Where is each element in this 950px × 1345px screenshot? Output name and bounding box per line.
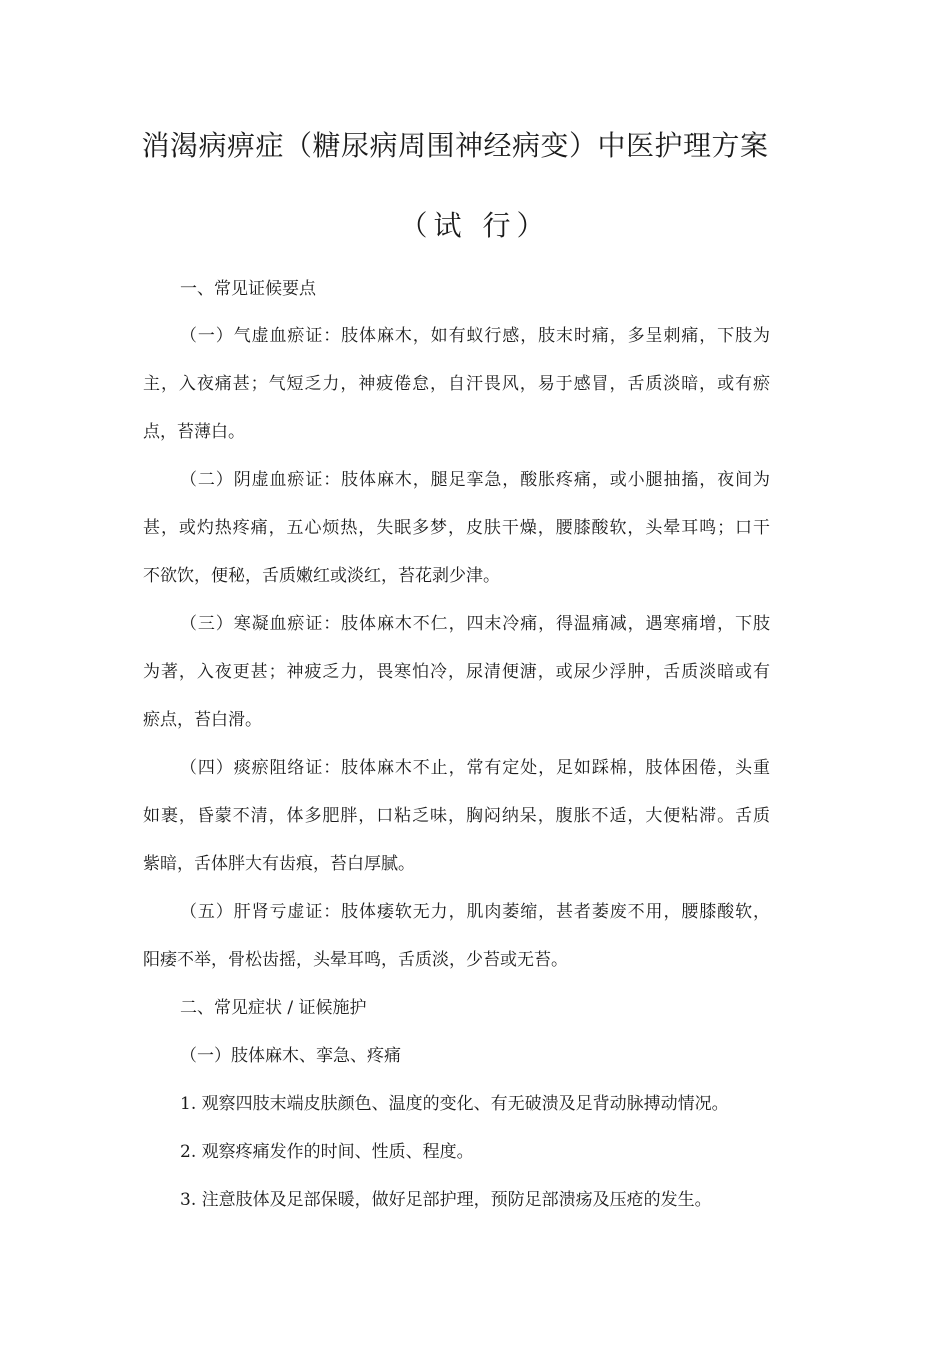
paragraph-line: 甚，或灼热疼痛，五心烦热，失眠多梦，皮肤干燥，腰膝酸软，头晕耳鸣；口干 (143, 518, 770, 538)
paragraph-line: （四）痰瘀阻络证：肢体麻木不止，常有定处，足如踩棉，肢体困倦，头重 (180, 758, 770, 778)
paragraph-line: （一）气虚血瘀证：肢体麻木，如有蚁行感，肢末时痛，多呈刺痛，下肢为 (180, 326, 770, 346)
list-item: 2. 观察疼痛发作的时间、性质、程度。 (180, 1142, 474, 1162)
document-subtitle: （试 行） (399, 209, 551, 242)
subsection-heading: （一）肢体麻木、挛急、疼痛 (180, 1046, 401, 1066)
paragraph-line: （三）寒凝血瘀证：肢体麻木不仁，四末冷痛，得温痛减，遇寒痛增，下肢 (180, 614, 770, 634)
paragraph-line: 点，苔薄白。 (143, 422, 245, 442)
section-heading-1: 一、常见证候要点 (180, 279, 316, 299)
list-item: 3. 注意肢体及足部保暖，做好足部护理，预防足部溃疡及压疮的发生。 (180, 1190, 712, 1210)
paragraph-line: 紫暗，舌体胖大有齿痕，苔白厚腻。 (143, 854, 415, 874)
paragraph-line: 不欲饮，便秘，舌质嫩红或淡红，苔花剥少津。 (143, 566, 500, 586)
section-heading-2: 二、常见症状 / 证候施护 (180, 998, 367, 1018)
paragraph-line: 如裹，昏蒙不清，体多肥胖，口粘乏味，胸闷纳呆，腹胀不适，大便粘滞。舌质 (143, 806, 770, 826)
paragraph-line: 为著，入夜更甚；神疲乏力，畏寒怕冷，尿清便溏，或尿少浮肿，舌质淡暗或有 (143, 662, 770, 682)
paragraph-line: 瘀点，苔白滑。 (143, 710, 262, 730)
document-title: 消渴病痹症（糖尿病周围神经病变）中医护理方案 (141, 129, 769, 162)
paragraph-line: （五）肝肾亏虚证：肢体痿软无力，肌肉萎缩，甚者萎废不用，腰膝酸软， (180, 902, 770, 922)
paragraph-line: 阳痿不举，骨松齿摇，头晕耳鸣，舌质淡，少苔或无苔。 (143, 950, 568, 970)
list-item: 1. 观察四肢末端皮肤颜色、温度的变化、有无破溃及足背动脉搏动情况。 (180, 1094, 729, 1114)
paragraph-line: 主，入夜痛甚；气短乏力，神疲倦怠，自汗畏风，易于感冒，舌质淡暗，或有瘀 (143, 374, 770, 394)
paragraph-line: （二）阴虚血瘀证：肢体麻木，腿足挛急，酸胀疼痛，或小腿抽搐，夜间为 (180, 470, 770, 490)
